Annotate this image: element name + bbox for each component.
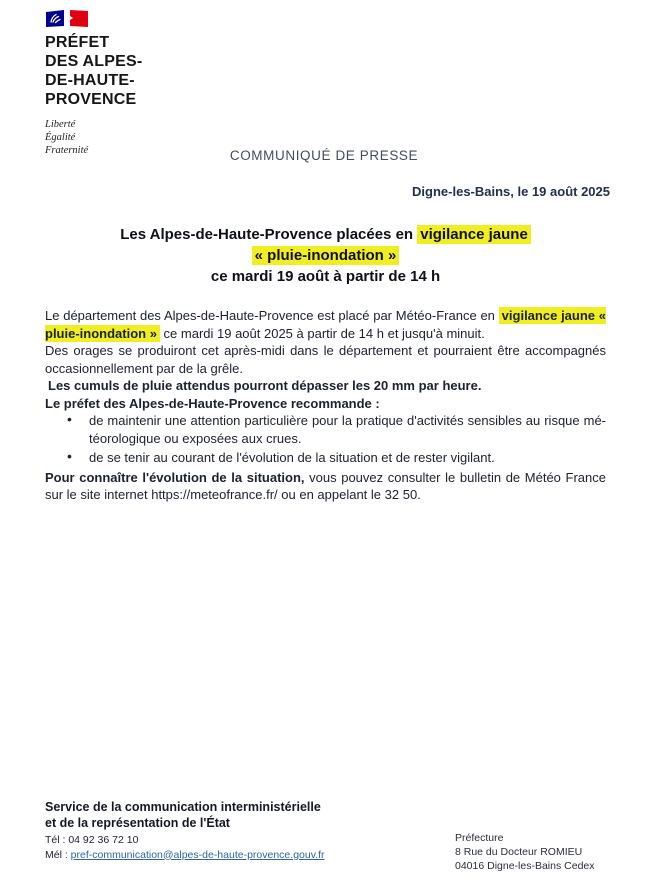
prefect-title-line: PRÉFET [45, 34, 110, 51]
prefect-title-line: DE-HAUTE- [45, 72, 135, 89]
prefect-title [45, 33, 142, 109]
headline-line-3: ce mardi 19 août à partir de 14 h [210, 268, 441, 285]
service-name-line: Service de la communication interministérielle [45, 800, 321, 814]
french-flag-marianne-icon [45, 10, 89, 28]
prefect-title-line: PROVENCE [45, 91, 137, 108]
email-line [45, 849, 325, 863]
address-line: Préfecture [455, 832, 504, 844]
motto-line: Égalité [45, 132, 76, 143]
email-link[interactable]: pref-communication@alpes-de-haute-provence.gouv.fr [70, 848, 325, 861]
address-line: 04016 Digne-les-Bains Cedex [455, 860, 595, 872]
gov-logo-block [45, 10, 142, 157]
headline [45, 224, 606, 287]
press-release-label: COMMUNIQUÉ DE PRESSE [229, 148, 419, 163]
motto-line: Fraternité [45, 145, 89, 156]
info-bold-lead: Pour connaître l'évolution de la situation, [45, 469, 305, 485]
list-item-line: • de maintenir une attention particulière pour la pratique d'activités sensibles au risque mé- [89, 413, 606, 428]
list-item-attention [89, 412, 606, 447]
paragraph-placement-vigilance [45, 307, 606, 342]
list-item-vigilant [89, 449, 606, 467]
email-label: Mél : [45, 848, 71, 861]
document-body [45, 307, 606, 504]
highlight-vigilance-phrase: vigilance jaune « pluie-inondation » [45, 308, 607, 341]
headline-text: Les Alpes-de-Haute-Provence placées en [120, 226, 418, 243]
motto-line: Liberté [45, 119, 76, 130]
paragraph-orages: Des orages se produiront cet après-midi dans le département et pourraient être accompagnés occasionnellement par de la grêle. [45, 343, 606, 376]
paragraph-cumuls-pluie: Les cumuls de pluie attendus pourront dépasser les 20 mm par heure. [48, 378, 482, 393]
footer-contact-block [45, 799, 325, 862]
paragraph-info-meteo [45, 469, 606, 504]
info-text: vous pouvez consulter le bulletin de Météo France sur le site internet https://meteofrance.fr/ ou en appelant le 32 50. [45, 469, 607, 502]
list-item-line: • de se tenir au courant de l'évolution de la situation et de rester vigilant. [89, 450, 495, 465]
recommendations-list [45, 412, 606, 467]
highlight-pluie-inondation: « pluie-inondation » [252, 246, 400, 265]
highlight-vigilance-jaune: vigilance jaune [417, 225, 531, 244]
address-line: 8 Rue du Docteur ROMIEU [455, 846, 583, 858]
headline-line-2 [45, 245, 606, 266]
prefect-title-line: DES ALPES- [45, 53, 143, 70]
recommendation-heading: Le préfet des Alpes-de-Haute-Provence recommande : [45, 395, 380, 411]
service-name-line: et de la représentation de l'État [45, 816, 230, 830]
phone-line: Tél : 04 92 36 72 10 [45, 834, 139, 846]
list-item-line: téorologique ou exposées aux crues. [89, 430, 302, 446]
paragraph-text: Le département des Alpes-de-Haute-Provence est placé par Météo-France en [45, 308, 499, 323]
headline-line-1 [45, 224, 606, 245]
paragraph-text: ce mardi 19 août 2025 à partir de 14 h et jusqu'à minuit. [159, 325, 485, 341]
prefecture-address-block [455, 831, 595, 873]
dateline: Digne-les-Bains, le 19 août 2025 [412, 184, 610, 199]
